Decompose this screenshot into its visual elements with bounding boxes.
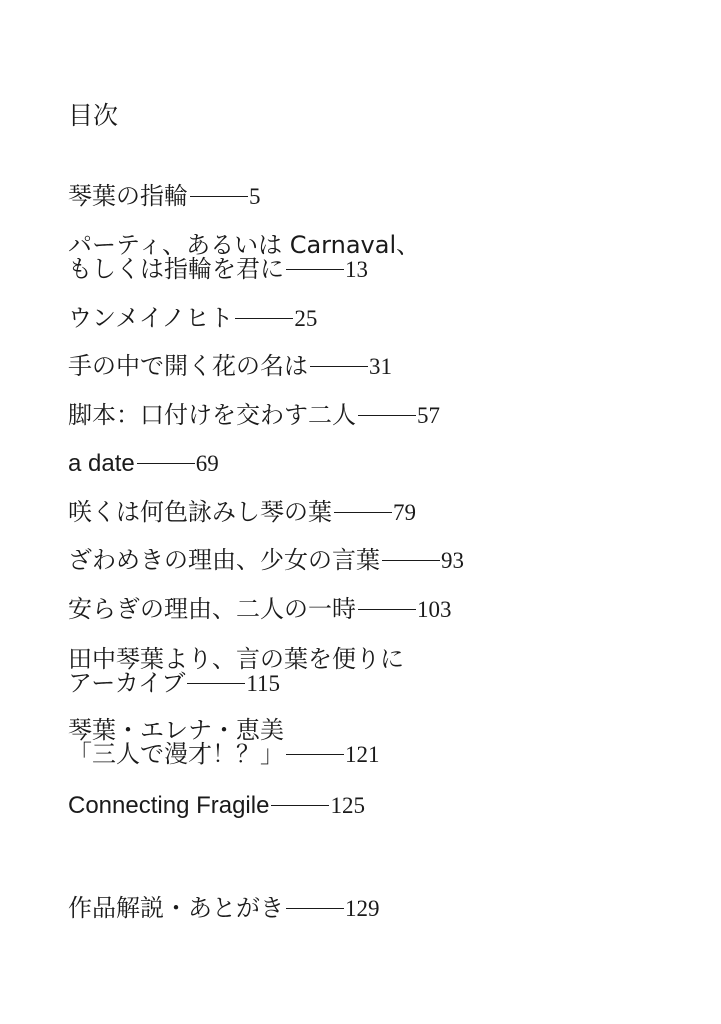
toc-entry-title: 咲くは何色詠みし琴の葉 — [68, 498, 332, 526]
toc-entry-line-last — [68, 449, 219, 479]
toc-entry[interactable] — [68, 181, 261, 212]
leader-dash — [286, 908, 344, 909]
leader-dash — [310, 366, 368, 367]
toc-page-number: 25 — [294, 306, 318, 331]
leader-dash — [190, 196, 248, 197]
toc-page-number: 5 — [249, 184, 261, 209]
toc-entry[interactable] — [68, 545, 464, 576]
leader-dash — [358, 415, 416, 416]
toc-entry[interactable] — [68, 400, 440, 431]
toc-entry-title-line: 田中琴葉より、言の葉を便りに — [68, 645, 404, 673]
leader-dash — [286, 269, 344, 270]
toc-page-number: 121 — [345, 742, 380, 767]
toc-entry-title-line: 琴葉・エレナ・恵美 — [68, 716, 284, 744]
toc-entry-title: 作品解説・あとがき — [68, 894, 284, 922]
toc-entry-line-last — [68, 594, 452, 625]
toc-page-number: 69 — [195, 451, 219, 476]
toc-entry[interactable] — [68, 351, 392, 382]
toc-entry-line-last — [68, 893, 380, 924]
toc-page-number: 13 — [345, 257, 368, 282]
toc-entry-title: アーカイブ — [68, 669, 186, 697]
toc-entry-line-last — [68, 742, 380, 767]
toc-entry-title: 脚本：口付けを交わす二人 — [68, 401, 356, 429]
toc-entry-title: 「三人で漫才！？」 — [68, 740, 284, 768]
toc-entry-line-last — [68, 351, 392, 382]
toc-entry-title: 安らぎの理由、二人の一時 — [68, 595, 356, 623]
toc-entry-title: ざわめきの理由、少女の言葉 — [68, 546, 380, 574]
leader-dash — [271, 805, 329, 806]
leader-dash — [137, 463, 195, 464]
leader-dash — [382, 560, 440, 561]
toc-page-number: 115 — [246, 671, 281, 696]
toc-entry-line-last — [68, 545, 464, 576]
toc-page-number: 79 — [393, 500, 416, 525]
leader-dash — [286, 754, 344, 755]
toc-entry-line-last — [68, 181, 261, 212]
toc-heading: 目次 — [68, 101, 119, 130]
toc-entry-line-last — [68, 791, 365, 821]
toc-entry[interactable] — [68, 497, 416, 528]
toc-entry[interactable] — [68, 647, 404, 696]
leader-dash — [235, 318, 293, 319]
toc-page-number: 103 — [417, 597, 452, 622]
toc-page-number: 31 — [369, 354, 392, 379]
toc-entry-title: 琴葉の指輪 — [68, 182, 188, 210]
leader-dash — [187, 683, 245, 684]
toc-entry-title: ウンメイノヒト — [68, 304, 234, 332]
toc-page-number: 93 — [441, 548, 464, 573]
toc-entry-title: Connecting Fragile — [68, 792, 270, 819]
toc-entry[interactable] — [68, 594, 452, 625]
toc-entry-line-last — [68, 400, 440, 431]
toc-entry[interactable] — [68, 893, 380, 924]
toc-entry-line-last — [68, 497, 416, 528]
toc-entry[interactable] — [68, 303, 317, 334]
toc-entry-title-line: パーティ、あるいは Carnaval、 — [68, 231, 421, 259]
toc-page-number: 125 — [330, 793, 365, 818]
leader-dash — [358, 609, 416, 610]
toc-entry-line-last — [68, 257, 420, 282]
toc-entry[interactable] — [68, 449, 219, 479]
toc-entry-line-last — [68, 671, 404, 696]
toc-page-number: 129 — [345, 896, 380, 921]
toc-entry-title: a date — [68, 450, 135, 477]
toc-page-number: 57 — [417, 403, 440, 428]
toc-entry-title: もしくは指輪を君に — [68, 255, 284, 283]
toc-entry[interactable] — [68, 718, 380, 767]
leader-dash — [334, 512, 392, 513]
toc-entry[interactable] — [68, 233, 420, 282]
toc-entry[interactable] — [68, 791, 365, 821]
toc-entry-title: 手の中で開く花の名は — [68, 352, 308, 380]
toc-entry-line-last — [68, 303, 317, 334]
